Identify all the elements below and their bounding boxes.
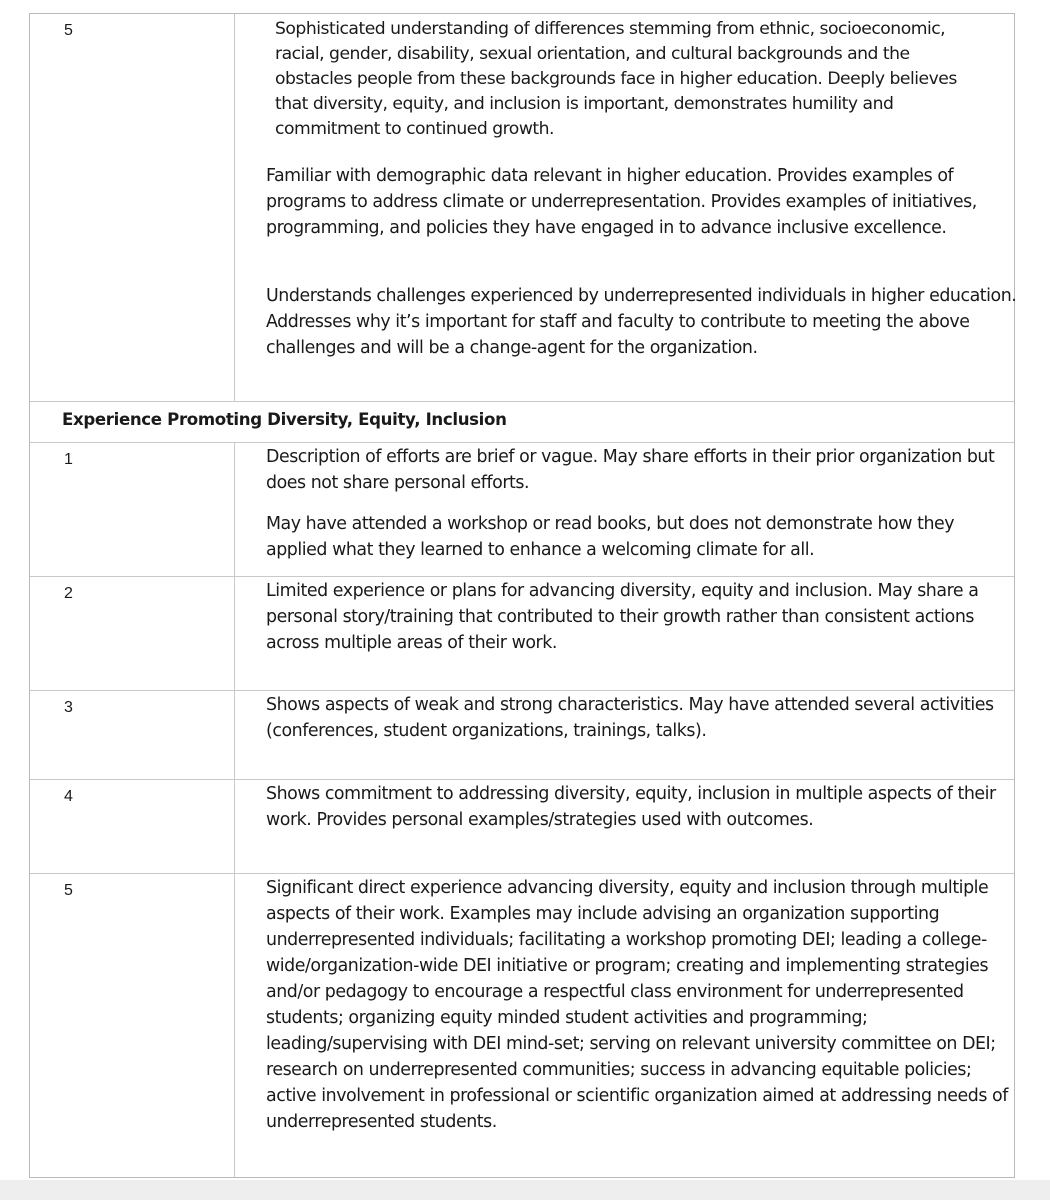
description-paragraph: Understands challenges experienced by underrepresented individuals in higher education. Addresses why it’s important for staff and faculty to contribute to meeting the above challenges and will be a change-agent for the organization. [266, 286, 1017, 358]
description-cell [235, 443, 1014, 576]
section-title: Experience Promoting Diversity, Equity, Inclusion [62, 410, 507, 429]
score-cell [30, 874, 235, 1177]
score-value: 5 [64, 22, 73, 39]
score-value: 5 [64, 882, 73, 899]
score-cell [30, 443, 235, 576]
description-cell [235, 691, 1014, 779]
description-paragraph: Familiar with demographic data relevant in higher education. Provides examples of programs to address climate or underrepresentation. Provides examples of initiatives, programming, and policies they have engaged in to advance inclusive excellence. [266, 166, 977, 238]
description-paragraph: May have attended a workshop or read books, but does not demonstrate how they applied what they learned to enhance a welcoming climate for all. [266, 514, 955, 560]
table-row [30, 577, 1014, 691]
viewer-bottom-bar [0, 1180, 1050, 1200]
score-value: 3 [64, 699, 73, 716]
description-cell [235, 577, 1014, 690]
table-row [30, 874, 1014, 1177]
description-cell [235, 780, 1014, 873]
description-paragraph: Shows aspects of weak and strong characteristics. May have attended several activities (conferences, student organizations, trainings, talks). [266, 695, 994, 741]
table-row [30, 14, 1017, 402]
section-header-row [30, 402, 1014, 443]
score-value: 1 [64, 451, 73, 468]
description-cell [235, 874, 1014, 1177]
rubric-table [29, 13, 1015, 1178]
score-value: 4 [64, 788, 73, 805]
score-cell [30, 577, 235, 690]
table-row [30, 691, 1014, 780]
score-cell [30, 691, 235, 779]
description-paragraph: Limited experience or plans for advancing diversity, equity and inclusion. May share a personal story/training that contributed to their growth rather than consistent actions across multiple areas of their work. [266, 581, 979, 653]
description-cell [235, 14, 1017, 401]
table-row [30, 780, 1014, 874]
description-paragraph: Description of efforts are brief or vague. May share efforts in their prior organization but does not share personal efforts. [266, 447, 995, 493]
score-value: 2 [64, 585, 73, 602]
description-paragraph: Sophisticated understanding of differences stemming from ethnic, socioeconomic, racial, gender, disability, sexual orientation, and cultural backgrounds and the obstacles people from these backgrounds face in higher education. Deeply believes that diversity, equity, and inclusion is important, demonstrates humility and commitment to continued growth. [275, 19, 957, 139]
score-cell [30, 14, 235, 401]
description-paragraph: Shows commitment to addressing diversity, equity, inclusion in multiple aspects of their work. Provides personal examples/strategies used with outcomes. [266, 784, 996, 830]
description-paragraph: Significant direct experience advancing diversity, equity and inclusion through multiple aspects of their work. Examples may include advising an organization supporting underrepresented individuals; facilitating a workshop promoting DEI; leading a college-wide/organization-wide DEI initiative or program; creating and implementing strategies and/or pedagogy to encourage a respectful class environment for underrepresented students; organizing equity minded student activities and programming; leading/supervising with DEI mind-set; serving on relevant university committee on DEI; research on underrepresented communities; success in advancing equitable policies; active involvement in professional or scientific organization aimed at addressing needs of underrepresented students. [266, 878, 1008, 1132]
table-row [30, 443, 1014, 577]
score-cell [30, 780, 235, 873]
